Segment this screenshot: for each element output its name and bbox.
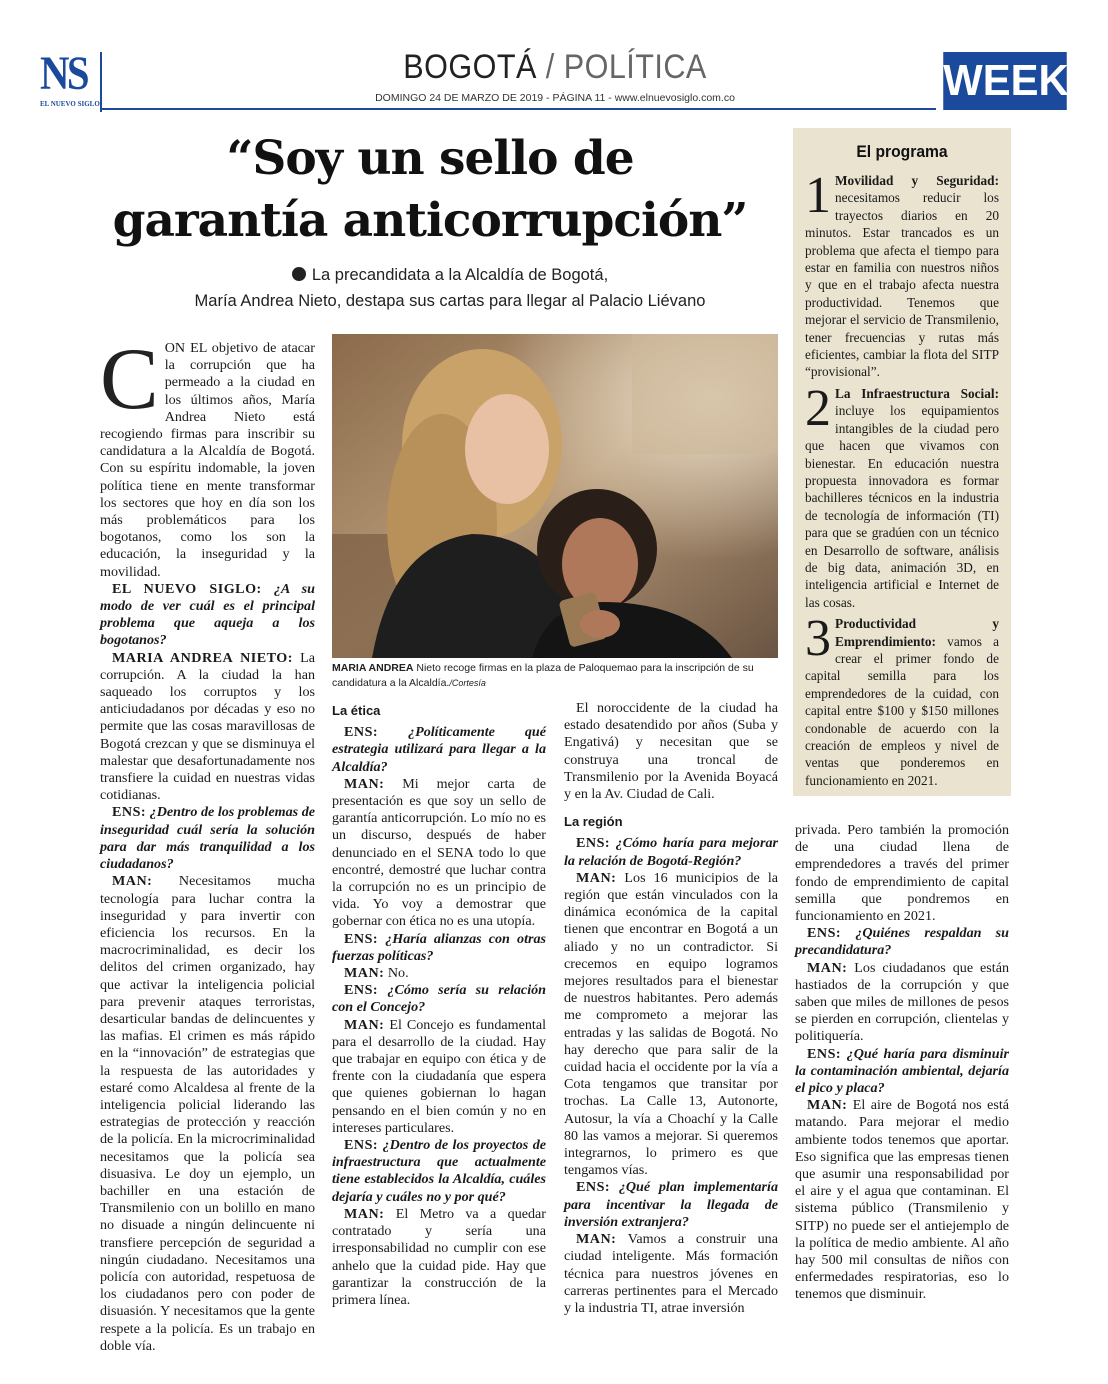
headline bbox=[60, 128, 800, 252]
answer-paragraph bbox=[332, 776, 546, 931]
speaker: MAN: bbox=[344, 1205, 385, 1222]
question-text: ¿A su modo de ver cuál es el principal problema que aqueja a los bogotanos? bbox=[100, 580, 316, 649]
speaker: MAN: bbox=[344, 1016, 385, 1033]
question-paragraph bbox=[332, 1137, 546, 1206]
program-number: 3 bbox=[805, 610, 831, 668]
program-item-text: vamos a crear el primer fondo de capital semilla para los emprendedores de la cuidad, con capital entre $100 y $150 millones condonable de acuerdo con la creación de empleos y nivel de ventas que ponderemos en funcionamiento en 2021. bbox=[805, 633, 999, 788]
subheading: La ética bbox=[332, 703, 381, 718]
article-column-4 bbox=[795, 822, 1009, 1304]
intro-paragraph: ON EL objetivo de atacar la corrupción que ha permeado a la ciudad en los últimos años, María Andrea Nieto está recogiendo firmas para inscribir su candidatura a la Alcaldía de Bogotá. Con su espíritu indomable, la joven política tiene en mente transformar los sectores que hoy en día son los más problemáticos para los bogotanos, como los son la educación, la inseguridad y la movilidad. bbox=[100, 340, 315, 580]
speaker: ENS: bbox=[807, 1045, 842, 1062]
question-text: ¿Cómo haría para mejorar la relación de Bogotá-Región? bbox=[564, 835, 778, 869]
answer-text: Mi mejor carta de presentación es que soy un sello de garantía anticorrupción. Lo mío no es un discurso, después de haber denunciado en el SENA todo lo que encontré, demostré que luchar contra la corrupción no es un principio de vida. Yo voy a demostrar que gobernar con ética no es una utopía. bbox=[332, 775, 546, 930]
deck-line-2: María Andrea Nieto, destapa sus cartas para llegar al Palacio Liévano bbox=[194, 292, 706, 310]
speaker: MAN: bbox=[344, 775, 385, 792]
dateline: DOMINGO 24 DE MARZO DE 2019 - PÁGINA 11 - www.elnuevosiglo.com.co bbox=[375, 92, 735, 104]
program-sidebar bbox=[793, 128, 1011, 796]
speaker: ENS: bbox=[344, 1137, 379, 1154]
question-paragraph bbox=[100, 804, 315, 873]
newspaper-logo bbox=[40, 47, 102, 112]
speaker: ENS: bbox=[344, 930, 379, 947]
speaker: MAN: bbox=[807, 1097, 848, 1114]
sidebar-title: El programa bbox=[856, 142, 948, 161]
answer-text: Necesitamos mucha tecnología para luchar contra la inseguridad y para invertir con eficiencia los recursos. En la macrocriminalidad, es decir los delitos del crimen organizado, hay que activar la inteligencia policial para prevenir ataques terroristas, desarticular bandas de delincuentes y las mafias. El crimen es más rápido en la “innovación” de estrategias que la respuesta de las autoridades y estaré como Alcaldesa al frente de la inteligencia policial liderando las estrategias de protección y reacción de la policía. En la microcriminalidad necesitamos que la policía sea disuasiva. Le doy un ejemplo, un bachiller en una estación de Transmilenio con un bolillo en mano no disuade a ningún delincuente ni transfiere percepción de seguridad a ningún ciudadano. Necesitamos una policía con autoridad, respetuosa de los ciudadanos pero con poder de disuasión. Y necesitamos que la gente respete a la policía. Es un trabajo en doble vía. bbox=[100, 873, 315, 1354]
question-paragraph bbox=[332, 724, 546, 776]
answer-text: Vamos a construir una ciudad inteligente. Más formación técnica para nuestros jóvenes en carreras pertinentes para el Mercado y la industria TI, atrae inversión bbox=[564, 1231, 778, 1316]
answer-text: Los 16 municipios de la región que están vinculados con la dinámica económica de la capital tienen que encontrar en Bogotá a un aliado y no un contradictor. Si crecemos en equipo logramos mejores resultados para el bienestar de nuestros habitantes. Pero además me comprometo a mejorar las entradas y las salidas de Bogotá. No hay derecho que para salir de la cuidad hacia el occidente por la vía a Cota tengamos que transitar por trochas. La Calle 13, Autonorte, Autosur, la vía a Choachí y la Calle 80 las vamos a mejorar. Si queremos integrarnos, lo primero es que tengamos vías. bbox=[564, 869, 778, 1179]
program-item-text: incluye los equipamientos intangibles de la ciudad pero que hacen que vivamos con bienestar. En educación nuestra propuesta innovadora es formar bachilleres técnicos en la industria de tecnología de información (TI) para que se gradúen con un técnico en Desarrollo de software, análisis de big data, animación 3D, en inteligencia artificial e Internet de las cosas. bbox=[805, 403, 999, 610]
article-photo bbox=[332, 334, 778, 658]
question-paragraph bbox=[564, 835, 778, 869]
question-text: ¿Dentro de los problemas de inseguridad cuál sería la solución para dar más tranquilidad a los ciudadanos? bbox=[100, 804, 315, 873]
question-paragraph bbox=[795, 1046, 1009, 1098]
speaker: MAN: bbox=[807, 959, 848, 976]
program-item-3 bbox=[805, 610, 999, 789]
speaker: ENS: bbox=[576, 835, 611, 852]
program-item-2 bbox=[805, 379, 999, 611]
photo-caption bbox=[332, 661, 778, 691]
question-text: ¿Dentro de los proyectos de infraestructura que actualmente tiene establecidos la Alcaldía, cuáles dejaría y cuáles no y por qué? bbox=[332, 1137, 546, 1205]
article-column-1 bbox=[100, 331, 316, 1355]
caption-text: Nieto recoge firmas en la plaza de Paloquemao para la inscripción de su candidatura a la Alcaldía. bbox=[332, 662, 754, 689]
section-separator: / bbox=[536, 48, 564, 86]
question-text: ¿Políticamente qué estrategia utilizará para llegar a la Alcaldía? bbox=[332, 724, 546, 775]
answer-paragraph bbox=[795, 960, 1009, 1046]
answer-paragraph bbox=[564, 1231, 778, 1317]
logo-initials: NS bbox=[40, 47, 88, 100]
week-badge: WEEK bbox=[943, 52, 1067, 110]
speaker: EL NUEVO SIGLO: bbox=[112, 580, 262, 597]
program-item-title: Movilidad y Seguridad: bbox=[835, 173, 999, 188]
speaker: MARIA ANDREA NIETO: bbox=[112, 649, 293, 666]
answer-text: La corrupción. A la ciudad la han saqueado los corruptos y los anticiudadanos por décadas y eso no permite que las cosas maravillosas de Bogotá crezcan y que se disminuya el malestar que desafortunadamente nos transfiere la cuidad en nuestras vidas cotidianas. bbox=[100, 649, 315, 804]
photo-credit: /Cortesía bbox=[449, 678, 486, 688]
question-text: ¿Qué plan implementaría para incentivar la llegada de inversión extranjera? bbox=[564, 1179, 778, 1230]
article-column-2 bbox=[332, 702, 546, 1309]
program-item-title: Productividad y Emprendimiento: bbox=[835, 616, 999, 649]
headline-line-2: garantía anticorrupción” bbox=[112, 193, 748, 248]
question-text: ¿Haría alianzas con otras fuerzas políticas? bbox=[332, 930, 546, 964]
answer-paragraph bbox=[795, 1097, 1009, 1303]
dropcap: C bbox=[100, 331, 159, 428]
speaker: ENS: bbox=[344, 724, 379, 741]
photo-illustration bbox=[332, 334, 778, 658]
section-main: BOGOTÁ bbox=[403, 48, 537, 86]
answer-text: El Concejo es fundamental para el desarrollo de la ciudad. Hay que trabajar en equipo con ética y de frente con la ciudadanía que espera que quienes gobiernan lo hagan pensando en el bien común y no en intereses particulares. bbox=[332, 1016, 546, 1136]
answer-paragraph bbox=[332, 965, 546, 982]
question-text: ¿Cómo sería su relación con el Concejo? bbox=[332, 982, 546, 1016]
question-paragraph bbox=[100, 581, 315, 650]
speaker: ENS: bbox=[807, 925, 842, 942]
deck bbox=[100, 262, 800, 314]
answer-text: Los ciudadanos que están hastiados de la corrupción y que saben que miles de millones de pesos se pierden en corrupción, clientelas y politiquería. bbox=[795, 959, 1009, 1045]
article-column-3 bbox=[564, 700, 778, 1317]
section-sub: POLÍTICA bbox=[563, 48, 707, 86]
program-number: 2 bbox=[805, 379, 831, 437]
headline-line-1: “Soy un sello de bbox=[226, 131, 634, 186]
speaker: ENS: bbox=[576, 1179, 611, 1196]
answer-paragraph bbox=[564, 870, 778, 1180]
program-item-text: necesitamos reducir los trayectos diarios en 20 minutos. Estar trancados es un problema que afecta el tiempo para estar en familia con nuestros niños y que en el trabajo afecta nuestra productividad. Tenemos que mejorar el servicio de Transmilenio, tener frecuencias y rutas más eficientes, cambiar la flota del SITP “provisional”. bbox=[805, 190, 999, 380]
question-paragraph bbox=[795, 925, 1009, 959]
question-text: ¿Quiénes respaldan su precandidatura? bbox=[795, 925, 1009, 959]
subheading: La región bbox=[564, 814, 623, 830]
answer-paragraph bbox=[100, 650, 315, 805]
bullet-icon bbox=[292, 267, 306, 281]
speaker: ENS: bbox=[344, 982, 379, 999]
speaker: MAN: bbox=[576, 1231, 617, 1248]
continuation-paragraph: privada. Pero también la promoción de una ciudad llena de emprendedores a través del primer fondo de emprendimiento de capital semilla que pondremos en funcionamiento en 2021. bbox=[795, 822, 1009, 925]
question-paragraph bbox=[332, 982, 546, 1016]
deck-line-1: La precandidata a la Alcaldía de Bogotá, bbox=[311, 266, 609, 284]
header-rule bbox=[100, 108, 936, 110]
answer-paragraph bbox=[100, 873, 315, 1355]
logo-subtitle: EL NUEVO SIGLO bbox=[40, 100, 100, 108]
answer-text: El aire de Bogotá nos está matando. Para mejorar el medio ambiente todos tenemos que aportar. Eso significa que las empresas tienen que asumir una responsabilidad por el aire y el agua que contaminan. El sistema público (Transmilenio y SITP) no puede ser el antiejemplo de la política de medio ambiente. Al año hay 500 mil consultas de niños con enfermedades respiratorias, eso lo tenemos que disminuir. bbox=[795, 1097, 1009, 1303]
speaker: MAN: bbox=[576, 869, 617, 886]
speaker: ENS: bbox=[112, 804, 147, 821]
speaker: MAN: bbox=[112, 873, 153, 890]
program-number: 1 bbox=[805, 167, 831, 224]
section-title bbox=[326, 48, 785, 87]
answer-text: El Metro va a quedar contratado y sería una irresponsabilidad no cumplir con ese anhelo que la cuidad pide. Hay que garantizar la construcción de la primera línea. bbox=[332, 1205, 546, 1308]
program-item-title: La Infraestructura Social: bbox=[835, 385, 999, 401]
program-item-1 bbox=[805, 167, 999, 381]
answer-paragraph bbox=[332, 1017, 546, 1137]
answer-paragraph bbox=[332, 1206, 546, 1309]
speaker: MAN: bbox=[344, 965, 385, 982]
question-paragraph bbox=[564, 1179, 778, 1231]
continuation-paragraph: El noroccidente de la ciudad ha estado desatendido por años (Suba y Engativá) y necesitan que se construya una troncal de Transmilenio por la Avenida Boyacá y en la Av. Ciudad de Cali. bbox=[564, 700, 778, 803]
caption-name: MARIA ANDREA bbox=[332, 662, 414, 674]
answer-text: No. bbox=[384, 965, 409, 982]
question-text: ¿Qué haría para disminuir la contaminación ambiental, dejaría el pico y placa? bbox=[795, 1045, 1009, 1097]
question-paragraph bbox=[332, 931, 546, 965]
